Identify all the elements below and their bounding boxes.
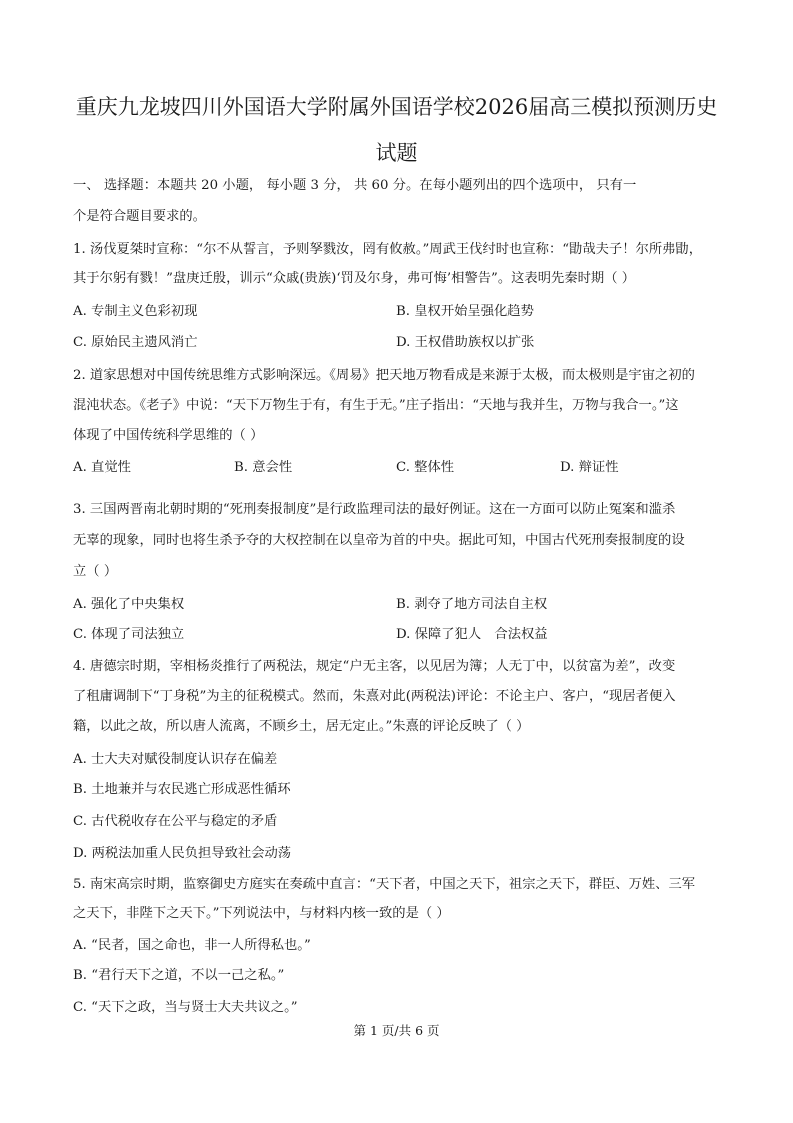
question-1-option-d: D. 王权借助族权以扩张 [396,335,535,350]
question-2-option-b: B. 意会性 [234,460,293,475]
question-3-option-d: D. 保障了犯人 合法权益 [396,627,548,642]
question-1-option-a: A. 专制主义色彩初现 [73,304,198,319]
section-instructions-cont: 个是符合题目要求的。 [73,209,206,224]
question-2-stem: 混沌状态。《老子》中说：“天下万物生于有，有生于无。”庄子指出：“天地与我并生，万物与我合一。”这 [73,398,679,413]
question-4-stem: 4. 唐德宗时期，宰相杨炎推行了两税法，规定“户无主客，以见居为簿；人无丁中，以贫富为差”，改变 [73,659,676,674]
question-4-stem: 籍，以此之故，所以唐人流离，不顾乡土，居无定止。”朱熹的评论反映了（ ） [73,719,530,734]
question-2-option-a: A. 直觉性 [73,460,131,475]
question-3-stem: 3. 三国两晋南北朝时期的“死刑奏报制度”是行政监理司法的最好例证。这在一方面可以防止冤案和滥杀 [73,502,676,517]
section-instructions: 一、 选择题：本题共 20 小题， 每小题 3 分， 共 60 分。在每小题列出的四个选项中， 只有一 [73,178,637,193]
question-3-stem: 立（ ） [73,564,118,579]
page-footer: 第 1 页/共 6 页 [353,1023,440,1038]
question-2-stem: 2. 道家思想对中国传统思维方式影响深远。《周易》把天地万物看成是来源于太极，而太极则是宇宙之初的 [73,368,695,383]
question-1-option-b: B. 皇权开始呈强化趋势 [396,304,534,319]
question-3-option-a: A. 强化了中央集权 [73,597,185,612]
question-4-stem: 了租庸调制下“丁身税”为主的征税模式。然而，朱熹对此(两税法)评论：不论主户、客户，“现居者便入 [73,689,676,704]
question-1-stem: 1. 汤伐夏桀时宣称：“尔不从誓言，予则孥戮汝，罔有攸赦。”周武王伐纣时也宣称：“勖哉夫子！尔所弗勖， [73,242,703,257]
question-1-stem: 其于尔躬有戮！”盘庚迁殷，训示“众戚(贵族)‘罚及尔身，弗可悔’相警告”。这表明先秦时期（ ） [73,271,636,286]
question-5-option-a: A. “民者，国之命也，非一人所得私也。” [73,938,311,953]
question-5-option-b: B. “君行天下之道，不以一己之私。” [73,968,285,983]
question-3-option-c: C. 体现了司法独立 [73,627,185,642]
question-4-option-c: C. 古代税收存在公平与稳定的矛盾 [73,814,278,829]
question-1-option-c: C. 原始民主遗风消亡 [73,335,198,350]
question-4-option-b: B. 土地兼并与农民逃亡形成恶性循环 [73,782,291,797]
question-3-option-b: B. 剥夺了地方司法自主权 [396,597,548,612]
exam-title-continued: 试题 [375,141,418,165]
question-5-option-c: C. “天下之政，当与贤士大夫共议之。” [73,1000,298,1015]
question-2-stem: 体现了中国传统科学思维的（ ） [73,428,264,443]
question-2-option-c: C. 整体性 [396,460,455,475]
question-3-stem: 无辜的现象，同时也将生杀予夺的大权控制在以皇帝为首的中央。据此可知，中国古代死刑奏报制度的设 [73,533,685,548]
question-4-option-d: D. 两税法加重人民负担导致社会动荡 [73,846,292,861]
question-2-option-d: D. 辩证性 [560,460,619,475]
exam-title: 重庆九龙坡四川外国语大学附属外国语学校2026届高三模拟预测历史 [75,95,718,119]
question-5-stem: 之天下，非陛下之天下。”下列说法中，与材料内核一致的是（ ） [73,906,450,921]
question-5-stem: 5. 南宋高宗时期，监察御史方庭实在奏疏中直言：“天下者，中国之天下，祖宗之天下，群臣、万姓、三军 [73,877,696,892]
question-4-option-a: A. 士大夫对赋役制度认识存在偏差 [73,752,278,767]
